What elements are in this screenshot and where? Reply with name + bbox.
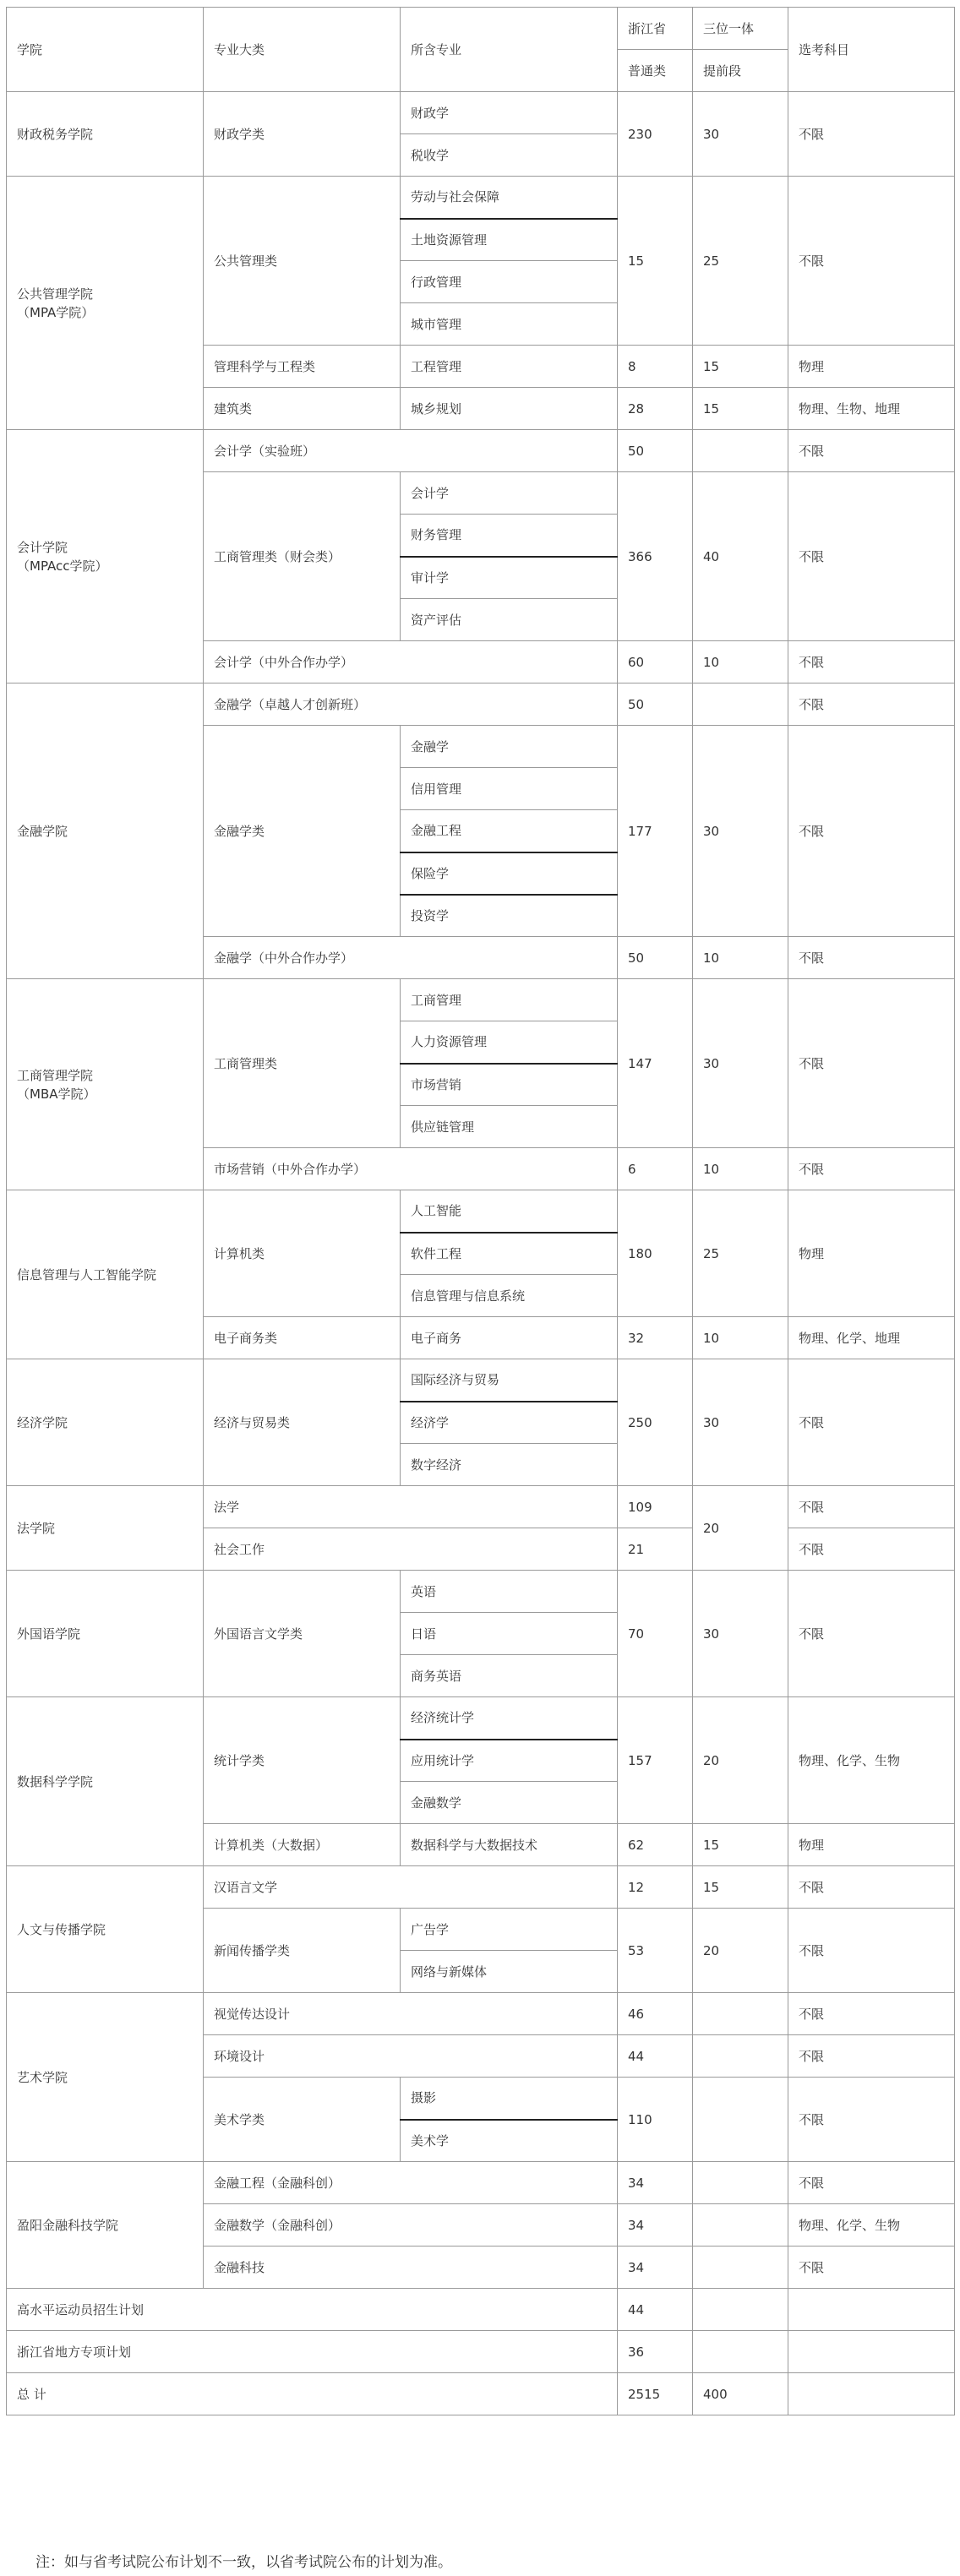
header-zhejiang: 浙江省 — [618, 8, 693, 50]
table-row — [7, 92, 955, 134]
total-zhejiang: 2515 — [618, 2373, 693, 2415]
subjects-cell: 物理、化学、生物 — [788, 1697, 955, 1824]
trinity-cell — [693, 2078, 788, 2162]
table-row — [7, 1866, 955, 1909]
major-cell: 信用管理 — [401, 768, 618, 810]
major-cell: 英语 — [401, 1571, 618, 1613]
college-cell: 艺术学院 — [7, 1993, 204, 2162]
zhejiang-cell: 46 — [618, 1993, 693, 2035]
trinity-cell — [693, 683, 788, 726]
trinity-cell: 10 — [693, 1148, 788, 1190]
subjects-cell: 不限 — [788, 1571, 955, 1697]
table-row — [7, 1993, 955, 2035]
subjects-cell: 不限 — [788, 1359, 955, 1486]
trinity-cell: 20 — [693, 1909, 788, 1993]
table-row — [7, 430, 955, 472]
category-cell: 计算机类 — [204, 1190, 401, 1317]
header-subjects: 选考科目 — [788, 8, 955, 92]
subjects-cell: 不限 — [788, 979, 955, 1148]
trinity-cell: 30 — [693, 1359, 788, 1486]
college-cell — [7, 979, 204, 1190]
major-cell: 资产评估 — [401, 599, 618, 641]
header-majors: 所含专业 — [401, 8, 618, 92]
footnote: 注：如与省考试院公布计划不一致，以省考试院公布的计划为准。 — [35, 2554, 452, 2571]
total-row — [7, 2373, 955, 2415]
major-cell: 城乡规划 — [401, 388, 618, 430]
subjects-cell: 物理 — [788, 1824, 955, 1866]
major-cell: 商务英语 — [401, 1655, 618, 1697]
major-cell: 摄影 — [401, 2078, 618, 2120]
college-alias: （MPAcc学院） — [17, 558, 108, 574]
zhejiang-cell: 50 — [618, 937, 693, 979]
trinity-cell — [693, 2035, 788, 2078]
zhejiang-cell: 177 — [618, 726, 693, 937]
category-cell: 会计学（实验班） — [204, 430, 618, 472]
major-cell: 广告学 — [401, 1909, 618, 1951]
zhejiang-cell: 15 — [618, 177, 693, 346]
category-cell: 新闻传播学类 — [204, 1909, 401, 1993]
subjects-cell — [788, 2373, 955, 2415]
major-cell: 经济学 — [401, 1402, 618, 1444]
category-cell: 市场营销（中外合作办学） — [204, 1148, 618, 1190]
major-cell: 数字经济 — [401, 1444, 618, 1486]
trinity-cell: 20 — [693, 1486, 788, 1571]
header-zhejiang-sub: 普通类 — [618, 50, 693, 92]
trinity-cell — [693, 430, 788, 472]
category-cell: 工商管理类（财会类） — [204, 472, 401, 641]
category-cell: 法学 — [204, 1486, 618, 1528]
zhejiang-cell: 32 — [618, 1317, 693, 1359]
category-cell: 汉语言文学 — [204, 1866, 618, 1909]
category-cell: 电子商务类 — [204, 1317, 401, 1359]
trinity-cell: 20 — [693, 1697, 788, 1824]
zhejiang-cell: 70 — [618, 1571, 693, 1697]
header-trinity-sub: 提前段 — [693, 50, 788, 92]
category-cell: 建筑类 — [204, 388, 401, 430]
zhejiang-cell: 250 — [618, 1359, 693, 1486]
category-cell: 金融学类 — [204, 726, 401, 937]
category-cell: 金融工程（金融科创） — [204, 2162, 618, 2204]
category-cell: 金融数学（金融科创） — [204, 2204, 618, 2247]
zhejiang-cell: 62 — [618, 1824, 693, 1866]
zhejiang-cell: 50 — [618, 683, 693, 726]
trinity-cell — [693, 1993, 788, 2035]
major-cell: 国际经济与贸易 — [401, 1359, 618, 1402]
major-cell: 工商管理 — [401, 979, 618, 1021]
subjects-cell: 不限 — [788, 2035, 955, 2078]
major-cell: 信息管理与信息系统 — [401, 1275, 618, 1317]
subjects-cell: 不限 — [788, 177, 955, 346]
major-cell: 劳动与社会保障 — [401, 177, 618, 219]
major-cell: 财务管理 — [401, 515, 618, 557]
subjects-cell: 物理、化学、地理 — [788, 1317, 955, 1359]
major-cell: 供应链管理 — [401, 1106, 618, 1148]
college-cell: 数据科学学院 — [7, 1697, 204, 1866]
zhejiang-cell: 53 — [618, 1909, 693, 1993]
trinity-cell: 10 — [693, 641, 788, 683]
subjects-cell: 不限 — [788, 472, 955, 641]
college-alias: （MPA学院） — [17, 304, 95, 320]
major-cell: 投资学 — [401, 895, 618, 937]
header-row-top — [7, 8, 955, 50]
major-cell: 经济统计学 — [401, 1697, 618, 1740]
subjects-cell: 不限 — [788, 1486, 955, 1528]
category-cell: 外国语言文学类 — [204, 1571, 401, 1697]
zhejiang-cell: 180 — [618, 1190, 693, 1317]
table-row — [7, 1571, 955, 1613]
college-cell: 法学院 — [7, 1486, 204, 1571]
header-college: 学院 — [7, 8, 204, 92]
major-cell: 会计学 — [401, 472, 618, 515]
enrollment-plan-table-wrapper — [6, 7, 954, 2415]
header-trinity: 三位一体 — [693, 8, 788, 50]
major-cell: 市场营销 — [401, 1064, 618, 1106]
category-cell: 公共管理类 — [204, 177, 401, 346]
trinity-cell: 30 — [693, 1571, 788, 1697]
subjects-cell: 不限 — [788, 1993, 955, 2035]
zhejiang-cell: 157 — [618, 1697, 693, 1824]
major-cell: 软件工程 — [401, 1233, 618, 1275]
zhejiang-cell: 34 — [618, 2204, 693, 2247]
trinity-cell: 40 — [693, 472, 788, 641]
category-cell: 环境设计 — [204, 2035, 618, 2078]
subjects-cell: 不限 — [788, 1528, 955, 1571]
subjects-cell: 不限 — [788, 2162, 955, 2204]
major-cell: 金融工程 — [401, 810, 618, 852]
zhejiang-cell: 6 — [618, 1148, 693, 1190]
college-alias: （MBA学院） — [17, 1086, 96, 1102]
zhejiang-cell: 34 — [618, 2162, 693, 2204]
trinity-cell — [693, 2204, 788, 2247]
table-row — [7, 979, 955, 1021]
zhejiang-cell: 110 — [618, 2078, 693, 2162]
college-cell — [7, 430, 204, 683]
subjects-cell: 不限 — [788, 2247, 955, 2289]
zhejiang-cell: 60 — [618, 641, 693, 683]
college-cell: 人文与传播学院 — [7, 1866, 204, 1993]
zhejiang-cell: 34 — [618, 2247, 693, 2289]
zhejiang-cell: 21 — [618, 1528, 693, 1571]
zhejiang-cell: 28 — [618, 388, 693, 430]
trinity-cell — [693, 2289, 788, 2331]
subjects-cell: 物理、生物、地理 — [788, 388, 955, 430]
subjects-cell: 不限 — [788, 1909, 955, 1993]
category-cell: 经济与贸易类 — [204, 1359, 401, 1486]
major-cell: 网络与新媒体 — [401, 1951, 618, 1993]
trinity-cell: 25 — [693, 1190, 788, 1317]
zhejiang-cell: 230 — [618, 92, 693, 177]
table-row — [7, 2289, 955, 2331]
trinity-cell — [693, 2247, 788, 2289]
zhejiang-cell: 12 — [618, 1866, 693, 1909]
special-plan-label: 浙江省地方专项计划 — [7, 2331, 618, 2373]
major-cell: 税收学 — [401, 134, 618, 177]
major-cell: 金融数学 — [401, 1782, 618, 1824]
major-cell: 人工智能 — [401, 1190, 618, 1233]
major-cell: 保险学 — [401, 852, 618, 895]
trinity-cell: 30 — [693, 979, 788, 1148]
table-row — [7, 1359, 955, 1402]
category-cell: 金融科技 — [204, 2247, 618, 2289]
category-cell: 视觉传达设计 — [204, 1993, 618, 2035]
college-cell: 金融学院 — [7, 683, 204, 979]
major-cell: 人力资源管理 — [401, 1021, 618, 1064]
table-row — [7, 177, 955, 219]
major-cell: 土地资源管理 — [401, 219, 618, 261]
zhejiang-cell: 109 — [618, 1486, 693, 1528]
major-cell: 行政管理 — [401, 261, 618, 303]
college-cell — [7, 177, 204, 430]
college-cell: 信息管理与人工智能学院 — [7, 1190, 204, 1359]
college-cell: 经济学院 — [7, 1359, 204, 1486]
total-label: 总 计 — [7, 2373, 618, 2415]
trinity-cell: 30 — [693, 726, 788, 937]
table-row — [7, 1697, 955, 1740]
special-plan-label: 高水平运动员招生计划 — [7, 2289, 618, 2331]
subjects-cell: 不限 — [788, 430, 955, 472]
major-cell: 应用统计学 — [401, 1740, 618, 1782]
subjects-cell: 物理 — [788, 1190, 955, 1317]
college-cell: 外国语学院 — [7, 1571, 204, 1697]
enrollment-plan-table — [6, 7, 955, 2415]
trinity-cell — [693, 2331, 788, 2373]
major-cell: 金融学 — [401, 726, 618, 768]
category-cell: 管理科学与工程类 — [204, 346, 401, 388]
subjects-cell — [788, 2289, 955, 2331]
trinity-cell: 15 — [693, 346, 788, 388]
subjects-cell: 不限 — [788, 726, 955, 937]
college-name: 工商管理学院 — [17, 1067, 94, 1083]
zhejiang-cell: 147 — [618, 979, 693, 1148]
category-cell: 会计学（中外合作办学） — [204, 641, 618, 683]
zhejiang-cell: 366 — [618, 472, 693, 641]
college-name: 会计学院 — [17, 539, 68, 555]
trinity-cell: 15 — [693, 1824, 788, 1866]
zhejiang-cell: 8 — [618, 346, 693, 388]
major-cell: 工程管理 — [401, 346, 618, 388]
category-cell: 工商管理类 — [204, 979, 401, 1148]
table-row — [7, 1190, 955, 1233]
trinity-cell — [693, 2162, 788, 2204]
zhejiang-cell: 44 — [618, 2035, 693, 2078]
major-cell: 城市管理 — [401, 303, 618, 346]
trinity-cell: 30 — [693, 92, 788, 177]
college-cell: 财政税务学院 — [7, 92, 204, 177]
trinity-cell: 15 — [693, 388, 788, 430]
table-row — [7, 2162, 955, 2204]
category-cell: 金融学（卓越人才创新班） — [204, 683, 618, 726]
table-row — [7, 2331, 955, 2373]
zhejiang-cell: 50 — [618, 430, 693, 472]
total-trinity: 400 — [693, 2373, 788, 2415]
subjects-cell: 不限 — [788, 92, 955, 177]
trinity-cell: 10 — [693, 1317, 788, 1359]
zhejiang-cell: 44 — [618, 2289, 693, 2331]
subjects-cell: 不限 — [788, 1148, 955, 1190]
subjects-cell: 物理 — [788, 346, 955, 388]
subjects-cell: 物理、化学、生物 — [788, 2204, 955, 2247]
major-cell: 审计学 — [401, 557, 618, 599]
major-cell: 数据科学与大数据技术 — [401, 1824, 618, 1866]
college-cell: 盈阳金融科技学院 — [7, 2162, 204, 2289]
subjects-cell: 不限 — [788, 1866, 955, 1909]
trinity-cell: 25 — [693, 177, 788, 346]
subjects-cell: 不限 — [788, 937, 955, 979]
major-cell: 财政学 — [401, 92, 618, 134]
category-cell: 美术学类 — [204, 2078, 401, 2162]
category-cell: 社会工作 — [204, 1528, 618, 1571]
table-row — [7, 1486, 955, 1528]
major-cell: 美术学 — [401, 2120, 618, 2162]
category-cell: 金融学（中外合作办学） — [204, 937, 618, 979]
subjects-cell: 不限 — [788, 683, 955, 726]
subjects-cell: 不限 — [788, 2078, 955, 2162]
table-row — [7, 683, 955, 726]
major-cell: 日语 — [401, 1613, 618, 1655]
college-name: 公共管理学院 — [17, 286, 94, 302]
header-category: 专业大类 — [204, 8, 401, 92]
trinity-cell: 15 — [693, 1866, 788, 1909]
subjects-cell — [788, 2331, 955, 2373]
zhejiang-cell: 36 — [618, 2331, 693, 2373]
major-cell: 电子商务 — [401, 1317, 618, 1359]
category-cell: 统计学类 — [204, 1697, 401, 1824]
subjects-cell: 不限 — [788, 641, 955, 683]
category-cell: 计算机类（大数据） — [204, 1824, 401, 1866]
trinity-cell: 10 — [693, 937, 788, 979]
category-cell: 财政学类 — [204, 92, 401, 177]
